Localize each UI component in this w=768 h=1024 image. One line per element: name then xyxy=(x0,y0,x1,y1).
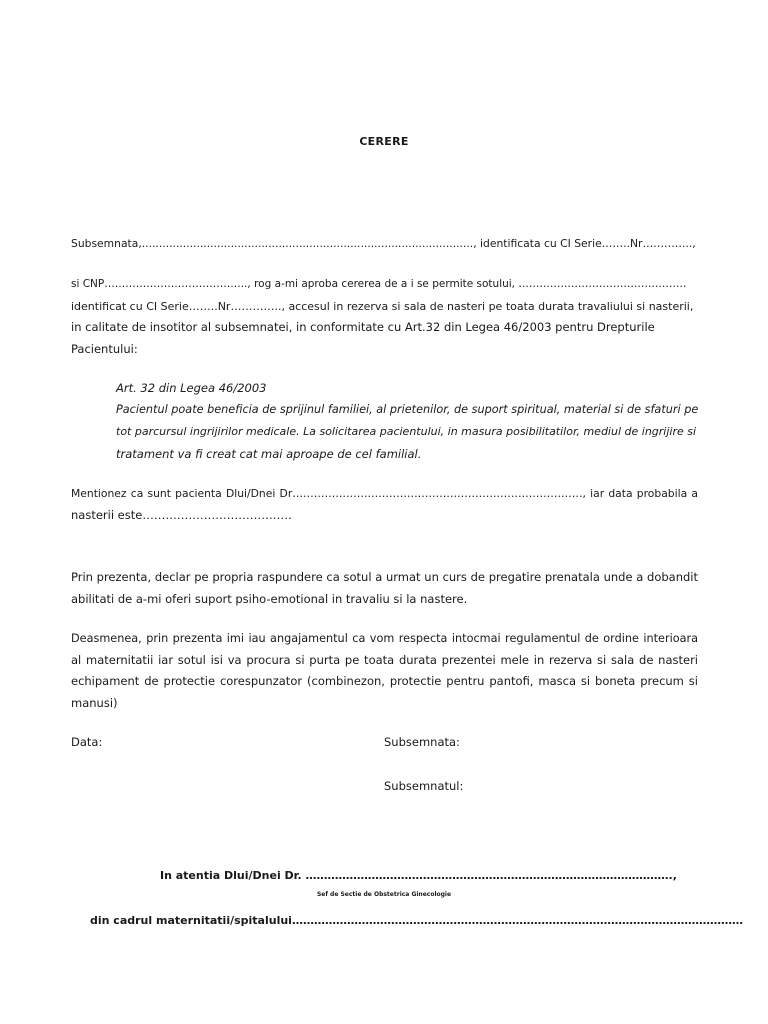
paragraph-line: echipament de protectie corespunzator (combinezon, protectie pentru pantofi, masca si boneta precum si xyxy=(71,674,698,688)
paragraph-line: abilitati de a-mi oferi suport psiho-emotional in travaliu si la nastere. xyxy=(71,591,468,606)
paragraph-line: al maternitatii iar sotul isi va procura si purta pe toata durata prezentei mele in rezerva si sala de nasteri xyxy=(71,652,698,667)
addressee-hospital-line: din cadrul maternitatii/spitalului…………………………………………………………………………………………………………… xyxy=(90,914,743,927)
signature-subsemnatul-label: Subsemnatul: xyxy=(384,779,464,793)
law-article-reference: Art. 32 din Legea 46/2003 xyxy=(116,381,267,395)
paragraph-line: in calitate de insotitor al subsemnatei, in conformitate cu Art.32 din Legea 46/2003 pentru Drepturile xyxy=(71,320,655,334)
quote-line: Pacientul poate beneficia de sprijinul familiei, al prietenilor, de suport spiritual, material si de sfaturi pe xyxy=(116,403,699,416)
doctor-mention-paragraph xyxy=(71,483,698,526)
paragraph-line: Pacientului: xyxy=(71,341,138,356)
quote-line: tot parcursul ingrijirilor medicale. La solicitarea pacientului, in masura posibilitatilor, mediul de ingrijire si xyxy=(116,425,697,438)
paragraph-line: manusi) xyxy=(71,695,118,710)
paragraph-line: si CNP………………………………….., rog a-mi aproba cererea de a i se permite sotului, ………………………………………… xyxy=(71,278,687,290)
paragraph-line: Mentionez ca sunt pacienta Dlui/Dnei Dr………………………………………………………………………, iar data probabila a xyxy=(71,487,698,500)
paragraph-line: Deasmenea, prin prezenta imi iau angajamentul ca vom respecta intocmai regulamentul de ordine interioara xyxy=(71,632,698,645)
signature-subsemnata-label: Subsemnata: xyxy=(384,735,460,749)
applicant-identification-paragraph xyxy=(71,233,698,255)
date-label: Data: xyxy=(71,735,103,749)
document-title: CERERE xyxy=(359,135,409,148)
regulations-commitment-paragraph xyxy=(71,628,698,714)
paragraph-line: identificat cu CI Serie……..Nr………….., accesul in rezerva si sala de nasteri pe toata durata travaliului si nasterii, xyxy=(71,299,694,313)
request-paragraph xyxy=(71,274,698,360)
paragraph-line: Subsemnata,................................................................................................., identificata cu CI Serie……..Nr………….., xyxy=(71,237,696,250)
addressee-doctor-line: In atentia Dlui/Dnei Dr. ………………………………………………………………………………………., xyxy=(160,869,677,882)
paragraph-line: nasterii este………………………………… xyxy=(71,507,292,522)
addressee-department-line: Sef de Sectie de Obstetrica Ginecologie xyxy=(316,891,452,898)
law-quote xyxy=(116,377,698,465)
paragraph-line: Prin prezenta, declar pe propria raspundere ca sotul a urmat un curs de pregatire prenatala unde a dobandit xyxy=(71,570,698,584)
prenatal-course-declaration xyxy=(71,567,698,610)
quote-line: tratament va fi creat cat mai aproape de cel familial. xyxy=(116,447,422,461)
